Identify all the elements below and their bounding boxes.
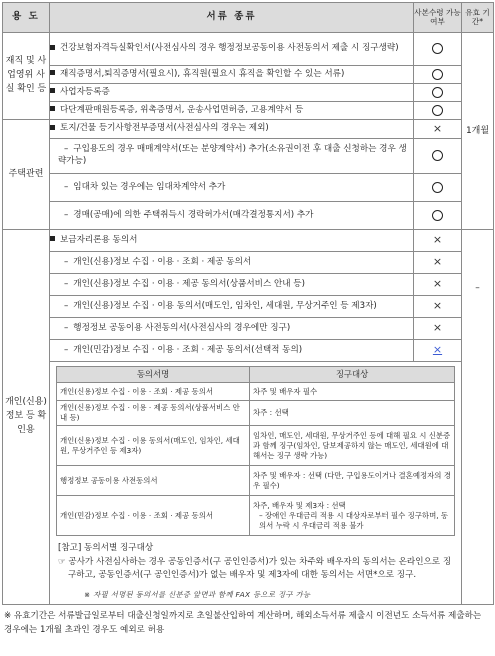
- doc-item: 다단계판매원등록증, 위촉증명서, 운송사업면허증, 고용계약서 등: [50, 102, 414, 120]
- x-mark-icon: ×: [432, 233, 443, 247]
- header-docs: 서류 종류: [50, 3, 414, 33]
- copy-mark-circle: [414, 66, 462, 84]
- x-mark-icon: ×: [432, 277, 443, 291]
- copy-mark-x: [414, 252, 462, 274]
- copy-mark-circle: [414, 139, 462, 174]
- validity-none: –: [462, 230, 494, 605]
- reference-text: ☞ 공사가 사전심사하는 경우 공동인증서(구 공인인증서)가 있는 차주와 배우자의 동의서는 온라인으로 징구하고, 공동인증서(구 공인인증서)가 없는 배우자 및 제3자에 대한 동의서는 서면*으로 징구.: [58, 556, 452, 580]
- copy-mark-x: [414, 296, 462, 318]
- x-mark-icon: ×: [432, 321, 443, 335]
- table-row: [3, 66, 494, 84]
- handwritten-note: ※ 자필 서명된 동의서를 신분증 앞면과 함께 FAX 등으로 징구 가능: [84, 590, 311, 600]
- doc-item: 보금자리론용 동의서: [50, 230, 414, 252]
- header-validity: 유효 기간*: [462, 3, 494, 33]
- table-row: [3, 274, 494, 296]
- dash-bullet-icon: –: [64, 181, 69, 192]
- copy-mark-circle: [414, 33, 462, 66]
- copy-mark-x: [414, 274, 462, 296]
- circle-mark-icon: [432, 43, 443, 54]
- square-bullet-icon: [50, 236, 55, 241]
- dash-bullet-icon: –: [64, 278, 69, 289]
- copy-mark-circle: [414, 84, 462, 102]
- table-row: [3, 318, 494, 340]
- consent-target-table: [56, 366, 455, 536]
- subtable-col-name: 동의서명: [57, 367, 250, 383]
- x-mark-icon: ×: [432, 121, 443, 135]
- consent-target-main: 차주, 배우자 및 제3자 : 선택: [253, 500, 346, 510]
- table-row: [3, 252, 494, 274]
- subtable-header: [57, 367, 455, 383]
- table-row: [3, 84, 494, 102]
- square-bullet-icon: [50, 70, 55, 75]
- table-row: [3, 120, 494, 139]
- copy-mark-x: [414, 120, 462, 139]
- subtable-row: [57, 383, 455, 401]
- consent-reference-cell: [50, 362, 462, 605]
- doc-item: – 구입용도의 경우 매매계약서(또는 분양계약서) 추가(소유권이전 후 대출 신청하는 경우 생략가능): [50, 139, 414, 174]
- purpose-employment: 재직 및 사업영위 사실 확인 등: [3, 33, 50, 120]
- doc-item: – 개인(신용)정보 수집 · 이용 · 조회 · 제공 동의서: [50, 252, 414, 274]
- doc-item: 재직증명서,퇴직증명서(필요시), 휴직원(필요시 휴직을 확인할 수 있는 서류): [50, 66, 414, 84]
- consent-name: 행정정보 공동이용 사전동의서: [57, 466, 250, 496]
- subtable-row: [57, 426, 455, 466]
- circle-mark-icon: [432, 87, 443, 98]
- copy-mark-circle: [414, 102, 462, 120]
- copy-mark-x: [414, 230, 462, 252]
- purpose-credit-info: 개인(신용) 정보 등 확인용: [3, 230, 50, 605]
- circle-mark-icon: [432, 69, 443, 80]
- dash-bullet-icon: –: [64, 256, 69, 267]
- consent-target: 차주 및 배우자 필수: [250, 383, 455, 401]
- doc-item: – 경매(공매)에 의한 주택취득시 경락허가서(매각결정통지서) 추가: [50, 202, 414, 230]
- copy-mark-x-link: [414, 340, 462, 362]
- reference-note: [58, 542, 453, 582]
- table-row: [3, 102, 494, 120]
- circle-mark-icon: [432, 182, 443, 193]
- square-bullet-icon: [50, 88, 55, 93]
- x-mark-icon: ×: [432, 299, 443, 313]
- header-purpose: 용 도: [3, 3, 50, 33]
- dash-bullet-icon: –: [64, 209, 69, 220]
- x-mark-icon: ×: [432, 255, 443, 269]
- doc-item: – 행정정보 공동이용 사전동의서(사전심사의 경우에만 징구): [50, 318, 414, 340]
- doc-item: 토지/건물 등기사항전부증명서(사전심사의 경우는 제외): [50, 120, 414, 139]
- required-documents-table: [2, 2, 494, 605]
- table-row: [3, 174, 494, 202]
- reference-title: [참고] 동의서별 징구대상: [58, 543, 154, 554]
- table-row: [3, 340, 494, 362]
- square-bullet-icon: [50, 45, 55, 50]
- consent-target: 차주 : 선택: [250, 401, 455, 426]
- consent-name: 개인(신용)정보 수집 · 이용 · 조회 · 제공 동의서: [57, 383, 250, 401]
- consent-target: 임차인, 매도인, 세대원, 무상거주인 등에 대해 필요 시 신분증과 함께 징구(임차인, 담보제공하지 않는 매도인, 세대원에 대해서는 징구 생략 가능): [250, 426, 455, 466]
- dash-bullet-icon: –: [64, 322, 69, 333]
- consent-name: 개인(민감)정보 수집 · 이용 · 조회 · 제공 동의서: [57, 496, 250, 536]
- subtable-row: [57, 496, 455, 536]
- dash-bullet-icon: –: [64, 144, 69, 155]
- copy-mark-circle: [414, 202, 462, 230]
- circle-mark-icon: [432, 150, 443, 161]
- square-bullet-icon: [50, 106, 55, 111]
- consent-name: 개인(신용)정보 수집 · 이용 동의서(매도인, 임차인, 세대원, 무상거주인 등 제3자): [57, 426, 250, 466]
- table-row: [3, 139, 494, 174]
- doc-item: – 개인(민감)정보 수집 · 이용 · 조회 · 제공 동의서(선택적 동의): [50, 340, 414, 362]
- square-bullet-icon: [50, 125, 55, 130]
- validity-1month: 1개월: [462, 33, 494, 230]
- subtable-row: [57, 401, 455, 426]
- doc-item: – 개인(신용)정보 수집 · 이용 동의서(매도인, 임차인, 세대원, 무상거주인 등 제3자): [50, 296, 414, 318]
- consent-name: 개인(신용)정보 수집 · 이용 · 제공 동의서(상품서비스 안내 등): [57, 401, 250, 426]
- circle-mark-icon: [432, 210, 443, 221]
- consent-target: 차주 및 배우자 : 선택 (다만, 구입용도이거나 결혼예정자의 경우 필수): [250, 466, 455, 496]
- dash-bullet-icon: –: [64, 344, 69, 355]
- dash-bullet-icon: –: [64, 300, 69, 311]
- table-row: [3, 230, 494, 252]
- header-copy-ok: 사본수령 가능여부: [414, 3, 462, 33]
- circle-mark-icon: [432, 105, 443, 116]
- doc-item: 건강보험자격득실확인서(사전심사의 경우 행정정보공동이용 사전동의서 제출 시 징구생략): [50, 33, 414, 66]
- table-row: [3, 362, 494, 605]
- purpose-housing: 주택관련: [3, 120, 50, 230]
- doc-item: – 임대차 있는 경우에는 임대차계약서 추가: [50, 174, 414, 202]
- table-header-row: [3, 3, 494, 33]
- copy-mark-circle: [414, 174, 462, 202]
- doc-item: 사업자등록증: [50, 84, 414, 102]
- table-row: [3, 296, 494, 318]
- table-row: [3, 202, 494, 230]
- consent-target-sub: – 장애인 우대금리 적용 시 대상자로부터 필수 징구하며, 동의서 누락 시 우대금리 적용 불가: [259, 510, 449, 530]
- doc-item: – 개인(신용)정보 수집 · 이용 · 제공 동의서(상품서비스 안내 등): [50, 274, 414, 296]
- validity-footnote: ※ 유효기간은 서류발급일로부터 대출신청일까지로 초일불산입하여 계산하며, 해외소득서류 제출시 이전년도 소득서류 제출하는 경우에는 1개월 초과인 경우도 예외로 허용: [4, 611, 482, 635]
- subtable-row: [57, 466, 455, 496]
- x-mark-icon: ×: [432, 343, 443, 357]
- subtable-col-target: 징구대상: [250, 367, 455, 383]
- consent-target: [250, 496, 455, 536]
- table-row: [3, 33, 494, 66]
- copy-mark-x: [414, 318, 462, 340]
